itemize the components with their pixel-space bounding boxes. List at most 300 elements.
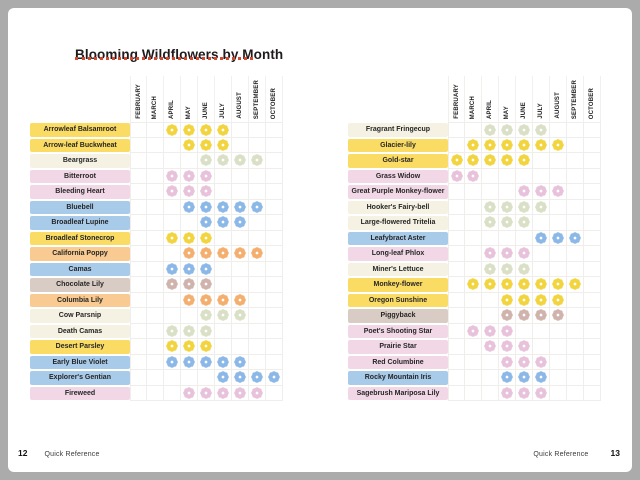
bloom-cell — [584, 169, 601, 185]
bloom-cell — [465, 200, 482, 216]
flower-icon — [217, 139, 229, 151]
bloom-cell — [465, 169, 482, 185]
flower-icon — [183, 278, 195, 290]
month-label: SEPTEMBER — [254, 79, 260, 119]
bloom-cell — [198, 386, 215, 402]
bloom-cell — [465, 184, 482, 200]
bloom-cell — [266, 138, 283, 154]
bloom-cell — [147, 339, 164, 355]
flower-icon — [552, 309, 564, 321]
flower-icon — [183, 124, 195, 136]
row-label-red-columbine: Red Columbine — [348, 356, 448, 370]
row-label-california-poppy: California Poppy — [30, 247, 130, 261]
bloom-cell — [550, 308, 567, 324]
row-label-bleeding-heart: Bleeding Heart — [30, 185, 130, 199]
bloom-cell — [232, 184, 249, 200]
bloom-cell — [499, 324, 516, 340]
bloom-cell — [482, 122, 499, 138]
month-header-june — [198, 76, 215, 122]
flower-icon — [518, 263, 530, 275]
flower-icon — [501, 325, 513, 337]
bloom-cell — [232, 200, 249, 216]
bloom-cell — [448, 215, 465, 231]
bloom-cell — [130, 122, 147, 138]
flower-icon — [451, 170, 463, 182]
month-header-row — [130, 76, 283, 122]
bloom-cell — [482, 355, 499, 371]
bloom-cell — [465, 308, 482, 324]
page-number: 12 — [18, 448, 28, 458]
table-row — [30, 308, 283, 324]
table-row — [348, 231, 601, 247]
bloom-cell — [516, 355, 533, 371]
bloom-cell — [516, 122, 533, 138]
row-label-death-camas: Death Camas — [30, 325, 130, 339]
bloom-cell — [215, 122, 232, 138]
bloom-cell — [147, 324, 164, 340]
bloom-cell — [198, 308, 215, 324]
bloom-cell — [533, 339, 550, 355]
flower-icon — [183, 170, 195, 182]
row-label-sagebrush-mariposa-lily: Sagebrush Mariposa Lily — [348, 387, 448, 401]
flower-icon — [217, 371, 229, 383]
bloom-cell — [198, 339, 215, 355]
flower-icon — [484, 216, 496, 228]
bloom-cell — [499, 339, 516, 355]
flower-icon — [552, 294, 564, 306]
month-header-row — [448, 76, 601, 122]
bloom-cell — [215, 308, 232, 324]
flower-icon — [217, 356, 229, 368]
row-label-desert-parsley: Desert Parsley — [30, 340, 130, 354]
bloom-cell — [181, 184, 198, 200]
bloom-cell — [215, 184, 232, 200]
bloom-cell — [266, 184, 283, 200]
bloom-cell — [499, 246, 516, 262]
month-label: JULY — [220, 103, 226, 119]
bloom-cell — [448, 138, 465, 154]
month-label: FEBRUARY — [135, 84, 142, 119]
bloom-cell — [550, 370, 567, 386]
flower-icon — [535, 124, 547, 136]
bloom-cell — [482, 277, 499, 293]
bloom-cell — [164, 339, 181, 355]
bloom-cell — [550, 262, 567, 278]
bloom-cell — [266, 200, 283, 216]
bloom-cell — [482, 324, 499, 340]
table-row — [348, 370, 601, 386]
flower-icon — [200, 216, 212, 228]
bloom-cell — [181, 293, 198, 309]
bloom-cell — [232, 293, 249, 309]
flower-icon — [501, 309, 513, 321]
bloom-cell — [499, 215, 516, 231]
flower-icon — [166, 340, 178, 352]
bloom-cell — [499, 184, 516, 200]
bloom-cell — [249, 184, 266, 200]
table-row — [30, 293, 283, 309]
table-row — [348, 215, 601, 231]
bloom-cell — [550, 169, 567, 185]
month-header-august — [232, 76, 249, 122]
flower-icon — [200, 325, 212, 337]
bloom-cell — [249, 355, 266, 371]
page-title: Blooming Wildflowers by Month — [75, 47, 284, 63]
bloom-cell — [448, 122, 465, 138]
bloom-cell — [584, 138, 601, 154]
bloom-cell — [516, 262, 533, 278]
bloom-cell — [198, 215, 215, 231]
bloom-cell — [567, 153, 584, 169]
bloom-cell — [465, 277, 482, 293]
flower-icon — [183, 340, 195, 352]
row-label-bluebell: Bluebell — [30, 201, 130, 215]
bloom-cell — [147, 355, 164, 371]
bloom-cell — [499, 308, 516, 324]
flower-icon — [501, 124, 513, 136]
bloom-cell — [550, 153, 567, 169]
table-row — [30, 355, 283, 371]
bloom-cell — [266, 308, 283, 324]
flower-icon — [501, 387, 513, 399]
bloom-cell — [198, 169, 215, 185]
flower-icon — [183, 356, 195, 368]
bloom-cell — [266, 293, 283, 309]
bloom-cell — [249, 200, 266, 216]
flower-icon — [166, 325, 178, 337]
flower-icon — [200, 170, 212, 182]
bloom-cell — [567, 246, 584, 262]
month-header-october — [266, 76, 283, 122]
bloom-cell — [533, 308, 550, 324]
table-row — [348, 355, 601, 371]
flower-icon — [467, 278, 479, 290]
flower-icon — [451, 154, 463, 166]
bloom-cell — [499, 293, 516, 309]
flower-icon — [251, 154, 263, 166]
row-label-rocky-mountain-iris: Rocky Mountain Iris — [348, 371, 448, 385]
bloom-cell — [181, 153, 198, 169]
bloom-cell — [181, 370, 198, 386]
bloom-cell — [584, 355, 601, 371]
row-label-bitterroot: Bitterroot — [30, 170, 130, 184]
row-label-long-leaf-phlox: Long-leaf Phlox — [348, 247, 448, 261]
flower-icon — [518, 154, 530, 166]
bloom-cell — [164, 246, 181, 262]
bloom-cell — [516, 184, 533, 200]
bloom-cell — [198, 324, 215, 340]
bloom-cell — [533, 324, 550, 340]
bloom-cell — [482, 293, 499, 309]
flower-icon — [535, 139, 547, 151]
flower-icon — [200, 247, 212, 259]
bloom-cell — [584, 277, 601, 293]
bloom-cell — [181, 215, 198, 231]
bloom-cell — [567, 231, 584, 247]
flower-icon — [200, 263, 212, 275]
flower-icon — [234, 371, 246, 383]
bloom-cell — [516, 200, 533, 216]
bloom-cell — [567, 355, 584, 371]
bloom-cell — [567, 262, 584, 278]
bloom-cell — [215, 215, 232, 231]
flower-icon — [518, 201, 530, 213]
bloom-cell — [448, 355, 465, 371]
bloom-cell — [147, 246, 164, 262]
bloom-cell — [482, 215, 499, 231]
flower-icon — [200, 356, 212, 368]
bloom-cell — [448, 308, 465, 324]
bloom-cell — [499, 169, 516, 185]
month-label: APRIL — [169, 100, 175, 119]
flower-icon — [552, 185, 564, 197]
table-row — [30, 277, 283, 293]
bloom-cell — [164, 200, 181, 216]
row-label-hooker-s-fairy-bell: Hooker's Fairy-bell — [348, 201, 448, 215]
month-label: MAY — [504, 105, 510, 119]
flower-icon — [467, 325, 479, 337]
bloom-cell — [181, 246, 198, 262]
month-label: MARCH — [152, 95, 158, 119]
bloom-cell — [232, 169, 249, 185]
bloom-cell — [130, 339, 147, 355]
row-label-fireweed: Fireweed — [30, 387, 130, 401]
bloom-cell — [482, 386, 499, 402]
flower-icon — [518, 185, 530, 197]
flower-icon — [200, 185, 212, 197]
bloom-cell — [232, 231, 249, 247]
bloom-cell — [465, 339, 482, 355]
row-label-columbia-lily: Columbia Lily — [30, 294, 130, 308]
bloom-cell — [249, 277, 266, 293]
bloom-cell — [232, 153, 249, 169]
bloom-cell — [482, 169, 499, 185]
bloom-cell — [130, 293, 147, 309]
month-header-august — [550, 76, 567, 122]
bloom-cell — [130, 153, 147, 169]
flower-icon — [200, 201, 212, 213]
bloom-cell — [567, 169, 584, 185]
flower-icon — [552, 139, 564, 151]
bloom-cell — [533, 355, 550, 371]
bloom-cell — [584, 386, 601, 402]
flower-icon — [518, 294, 530, 306]
bloom-cell — [499, 262, 516, 278]
bloom-cell — [533, 200, 550, 216]
bloom-cell — [516, 231, 533, 247]
bloom-cell — [567, 308, 584, 324]
bloom-cell — [584, 153, 601, 169]
bloom-cell — [181, 138, 198, 154]
flower-icon — [251, 371, 263, 383]
month-label: MAY — [186, 105, 192, 119]
bloom-cell — [164, 122, 181, 138]
bloom-cell — [232, 386, 249, 402]
bloom-cell — [482, 246, 499, 262]
flower-icon — [535, 294, 547, 306]
flower-icon — [501, 356, 513, 368]
bloom-cell — [164, 231, 181, 247]
flower-icon — [251, 247, 263, 259]
row-label-grass-widow: Grass Widow — [348, 170, 448, 184]
bloom-cell — [181, 231, 198, 247]
table-row — [348, 200, 601, 216]
bloom-cell — [533, 386, 550, 402]
footer-right — [533, 448, 620, 458]
flower-icon — [535, 201, 547, 213]
bloom-cell — [482, 138, 499, 154]
flower-icon — [234, 216, 246, 228]
flower-icon — [569, 278, 581, 290]
month-header-july — [215, 76, 232, 122]
bloom-cell — [164, 215, 181, 231]
bloom-cell — [130, 386, 147, 402]
bloom-cell — [232, 262, 249, 278]
bloom-cell — [448, 370, 465, 386]
table-row — [348, 386, 601, 402]
bloom-cell — [550, 122, 567, 138]
flower-icon — [501, 216, 513, 228]
month-label: FEBRUARY — [453, 84, 460, 119]
flower-icon — [217, 216, 229, 228]
bloom-cell — [533, 122, 550, 138]
bloom-cell — [198, 153, 215, 169]
bloom-cell — [533, 370, 550, 386]
bloom-cell — [249, 308, 266, 324]
flower-icon — [569, 232, 581, 244]
bloom-cell — [181, 386, 198, 402]
bloom-cell — [516, 277, 533, 293]
bloom-cell — [465, 231, 482, 247]
bloom-cell — [516, 246, 533, 262]
table-row — [348, 122, 601, 138]
bloom-cell — [550, 200, 567, 216]
flower-icon — [518, 340, 530, 352]
flower-icon — [501, 278, 513, 290]
table-row — [30, 215, 283, 231]
bloom-cell — [147, 308, 164, 324]
bloom-cell — [215, 370, 232, 386]
bloom-cell — [164, 138, 181, 154]
flower-icon — [518, 216, 530, 228]
bloom-cell — [567, 138, 584, 154]
bloom-cell — [266, 355, 283, 371]
bloom-cell — [499, 370, 516, 386]
month-header-may — [499, 76, 516, 122]
flower-icon — [467, 170, 479, 182]
flower-icon — [183, 139, 195, 151]
bloom-cell — [215, 231, 232, 247]
bloom-cell — [550, 231, 567, 247]
row-label-broadleaf-stonecrop: Broadleaf Stonecrop — [30, 232, 130, 246]
bloom-cell — [499, 138, 516, 154]
footer-left — [18, 448, 100, 458]
flower-icon — [234, 154, 246, 166]
row-label-piggyback: Piggyback — [348, 309, 448, 323]
table-row — [30, 169, 283, 185]
bloom-cell — [232, 370, 249, 386]
bloom-cell — [584, 246, 601, 262]
bloom-cell — [198, 293, 215, 309]
table-row — [30, 184, 283, 200]
flower-icon — [251, 201, 263, 213]
bloom-cell — [584, 324, 601, 340]
bloom-cell — [147, 200, 164, 216]
flower-icon — [166, 124, 178, 136]
bloom-cell — [198, 355, 215, 371]
bloom-cell — [164, 293, 181, 309]
bloom-cell — [499, 231, 516, 247]
bloom-cell — [266, 153, 283, 169]
bloom-cell — [584, 122, 601, 138]
flower-icon — [501, 263, 513, 275]
month-header-february — [448, 76, 465, 122]
bloom-cell — [567, 324, 584, 340]
bloom-cell — [215, 386, 232, 402]
bloom-cell — [266, 262, 283, 278]
bloom-cell — [249, 138, 266, 154]
row-label-broadleaf-lupine: Broadleaf Lupine — [30, 216, 130, 230]
bloom-cell — [533, 184, 550, 200]
bloom-cell — [164, 370, 181, 386]
bloom-cell — [266, 324, 283, 340]
flower-icon — [518, 247, 530, 259]
table-row — [348, 324, 601, 340]
bloom-cell — [482, 262, 499, 278]
bloom-cell — [130, 370, 147, 386]
bloom-cell — [448, 231, 465, 247]
flower-icon — [518, 356, 530, 368]
bloom-cell — [215, 169, 232, 185]
table-row — [348, 277, 601, 293]
flower-icon — [535, 185, 547, 197]
flower-icon — [484, 325, 496, 337]
bloom-cell — [533, 277, 550, 293]
flower-icon — [501, 340, 513, 352]
page-number: 13 — [610, 448, 620, 458]
bloom-cell — [584, 200, 601, 216]
bloom-cell — [130, 215, 147, 231]
row-label-arrow-leaf-buckwheat: Arrow-leaf Buckwheat — [30, 139, 130, 153]
flower-icon — [535, 232, 547, 244]
month-header-september — [567, 76, 584, 122]
month-label: JUNE — [203, 102, 209, 119]
flower-icon — [183, 263, 195, 275]
table-row — [348, 138, 601, 154]
bloom-cell — [533, 246, 550, 262]
month-header-may — [181, 76, 198, 122]
bloom-cell — [567, 200, 584, 216]
bloom-cell — [550, 184, 567, 200]
flower-icon — [183, 325, 195, 337]
bloom-cell — [181, 355, 198, 371]
flower-icon — [166, 170, 178, 182]
flower-icon — [518, 371, 530, 383]
flower-icon — [166, 278, 178, 290]
bloom-cell — [482, 153, 499, 169]
flower-icon — [552, 232, 564, 244]
bloom-cell — [550, 277, 567, 293]
table-row — [30, 262, 283, 278]
bloom-cell — [465, 138, 482, 154]
bloom-cell — [181, 169, 198, 185]
table-row — [30, 153, 283, 169]
flower-icon — [234, 309, 246, 321]
bloom-cell — [130, 200, 147, 216]
bloom-cell — [198, 277, 215, 293]
bloom-cell — [232, 324, 249, 340]
table-row — [30, 122, 283, 138]
